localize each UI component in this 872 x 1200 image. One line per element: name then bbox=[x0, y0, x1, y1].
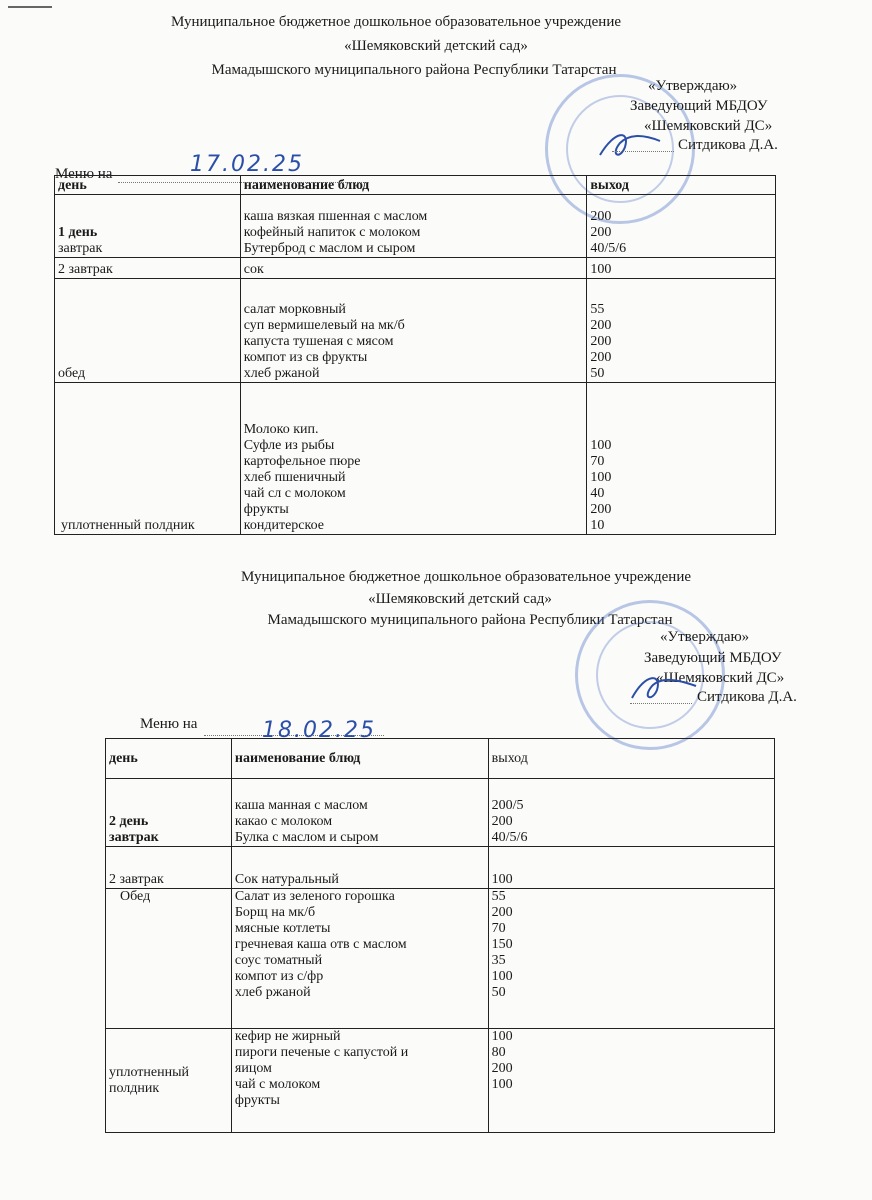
portion-item: 200 bbox=[590, 209, 612, 224]
column-header-day: день bbox=[55, 176, 241, 195]
approval-name: Ситдикова Д.А. bbox=[678, 137, 778, 153]
dish-item: чай сл с молоком bbox=[243, 486, 346, 501]
portion-item: 200 bbox=[590, 225, 612, 240]
dish-item: Салат из зеленого горошка bbox=[234, 889, 395, 904]
portions-cell bbox=[587, 195, 776, 258]
portion-item: 100 bbox=[590, 470, 612, 485]
dish-item: кофейный напиток с молоком bbox=[243, 225, 421, 240]
approval-title: «Утверждаю» bbox=[660, 629, 750, 645]
portion-item: 50 bbox=[491, 985, 506, 1000]
portion-item: 200 bbox=[590, 334, 612, 349]
portions-cell bbox=[488, 1029, 774, 1133]
portion-item: 200 bbox=[590, 350, 612, 365]
table-header-row bbox=[55, 176, 776, 195]
portions-cell bbox=[488, 779, 774, 847]
dishes-cell bbox=[231, 889, 488, 1029]
dish-item: Сок натуральный bbox=[231, 847, 488, 889]
dish-item: чай с молоком bbox=[234, 1077, 321, 1092]
dish-item: салат морковный bbox=[243, 302, 346, 317]
meal-cell: обед bbox=[55, 279, 241, 383]
table-row bbox=[106, 779, 775, 847]
page-mark bbox=[8, 6, 52, 8]
dish-item: хлеб пшеничный bbox=[243, 470, 346, 485]
portion-item: 150 bbox=[491, 937, 513, 952]
meal-name: полдник bbox=[109, 1080, 160, 1096]
portion-item: 10 bbox=[590, 518, 605, 533]
portion-item: 55 bbox=[491, 889, 506, 904]
portion-item: 200 bbox=[590, 502, 612, 517]
table-row bbox=[106, 889, 775, 1029]
portion-item: 200 bbox=[491, 905, 513, 920]
meal-cell: 2 завтрак bbox=[106, 847, 232, 889]
dish-item: каша вязкая пшенная с маслом bbox=[243, 209, 428, 224]
portion-item: 200 bbox=[491, 814, 513, 829]
meal-cell: Обед bbox=[106, 889, 232, 1029]
portion-item: 100 bbox=[587, 258, 776, 279]
dish-item: компот из св фрукты bbox=[243, 350, 368, 365]
dish-item: яицом bbox=[234, 1061, 272, 1076]
table-row bbox=[106, 847, 775, 889]
approval-name: Ситдикова Д.А. bbox=[697, 689, 797, 705]
portion-item: 200 bbox=[590, 318, 612, 333]
table-row bbox=[55, 195, 776, 258]
dish-item: картофельное пюре bbox=[243, 454, 361, 469]
meal-name: завтрак bbox=[58, 241, 103, 256]
menu-date: 17.02.25 bbox=[190, 152, 304, 177]
meal-cell: уплотненный полдник bbox=[55, 383, 241, 535]
menu-table bbox=[105, 738, 775, 1133]
portion-item: 35 bbox=[491, 953, 506, 968]
menu-table bbox=[54, 175, 776, 535]
menu-date-label: Меню на bbox=[55, 166, 113, 182]
meal-name: уплотненный bbox=[109, 1064, 190, 1080]
portion-item: 50 bbox=[590, 366, 605, 381]
dish-item: фрукты bbox=[243, 502, 289, 517]
dish-item: Суфле из рыбы bbox=[243, 438, 335, 453]
meal-cell bbox=[106, 779, 232, 847]
org-name-line3: Мамадышского муниципального района Республики Татарстан bbox=[267, 612, 673, 628]
approval-title: «Утверждаю» bbox=[648, 78, 738, 94]
dish-item: каша манная с маслом bbox=[234, 798, 368, 813]
dishes-cell bbox=[231, 1029, 488, 1133]
org-name-line1: Муниципальное бюджетное дошкольное образовательное учреждение bbox=[171, 14, 621, 30]
column-header-dish: наименование блюд bbox=[240, 176, 587, 195]
meal-day: 2 день bbox=[109, 814, 149, 829]
portion-item: 200/5 bbox=[491, 798, 524, 813]
portion-item: 40/5/6 bbox=[491, 830, 528, 845]
meal-name: завтрак bbox=[109, 830, 159, 845]
signature bbox=[590, 125, 670, 165]
dish-item: кондитерское bbox=[243, 518, 324, 533]
dish-item: соус томатный bbox=[234, 953, 323, 968]
portion-item: 100 bbox=[590, 438, 612, 453]
org-name-line3: Мамадышского муниципального района Республики Татарстан bbox=[211, 62, 617, 78]
portion-item: 100 bbox=[488, 847, 774, 889]
column-header-dish: наименование блюд bbox=[231, 739, 488, 779]
portion-item: 40 bbox=[590, 486, 605, 501]
portion-item: 100 bbox=[491, 1029, 513, 1044]
portion-item: 55 bbox=[590, 302, 605, 317]
portion-item: 100 bbox=[491, 969, 513, 984]
table-row bbox=[55, 383, 776, 535]
dish-item: хлеб ржаной bbox=[234, 985, 311, 1000]
dish-item: суп вермишелевый на мк/б bbox=[243, 318, 405, 333]
portion-item: 70 bbox=[590, 454, 605, 469]
approval-position: Заведующий МБДОУ bbox=[644, 650, 782, 666]
dish-item: хлеб ржаной bbox=[243, 366, 320, 381]
portions-cell bbox=[488, 889, 774, 1029]
meal-day: 1 день bbox=[58, 225, 98, 240]
portion-item: 100 bbox=[491, 1077, 513, 1092]
dish-item: мясные котлеты bbox=[234, 921, 331, 936]
portion-item: 40/5/6 bbox=[590, 241, 627, 256]
dish-item: капуста тушеная с мясом bbox=[243, 334, 394, 349]
column-header-portion: выход bbox=[488, 739, 774, 779]
org-name-line2: «Шемяковский детский сад» bbox=[368, 591, 552, 607]
dish-item: гречневая каша отв с маслом bbox=[234, 937, 407, 952]
meal-cell bbox=[55, 195, 241, 258]
dish-item: Булка с маслом и сыром bbox=[234, 830, 379, 845]
approval-org: «Шемяковский ДС» bbox=[644, 118, 773, 134]
dish-item: компот из с/фр bbox=[234, 969, 324, 984]
portion-item: 200 bbox=[491, 1061, 513, 1076]
column-header-portion: выход bbox=[587, 176, 776, 195]
meal-cell bbox=[106, 1029, 232, 1133]
dishes-cell bbox=[231, 779, 488, 847]
signature bbox=[624, 668, 704, 708]
portions-cell bbox=[587, 279, 776, 383]
dishes-cell bbox=[240, 279, 587, 383]
dish-item: Борщ на мк/б bbox=[234, 905, 316, 920]
portion-item: 80 bbox=[491, 1045, 506, 1060]
table-row bbox=[55, 279, 776, 383]
dishes-cell bbox=[240, 195, 587, 258]
table-row bbox=[106, 1029, 775, 1133]
dish-item: фрукты bbox=[234, 1093, 280, 1108]
dish-item: сок bbox=[240, 258, 587, 279]
approval-position: Заведующий МБДОУ bbox=[630, 98, 768, 114]
dish-item: кефир не жирный bbox=[234, 1029, 341, 1044]
dish-item: пироги печеные с капустой и bbox=[234, 1045, 409, 1060]
meal-cell: 2 завтрак bbox=[55, 258, 241, 279]
dish-item: какао с молоком bbox=[234, 814, 333, 829]
menu-date-label: Меню на bbox=[140, 716, 198, 732]
approval-org: «Шемяковский ДС» bbox=[656, 670, 785, 686]
portion-item: 70 bbox=[491, 921, 506, 936]
table-row bbox=[55, 258, 776, 279]
org-name-line2: «Шемяковский детский сад» bbox=[344, 38, 528, 54]
column-header-day: день bbox=[106, 739, 232, 779]
dish-item: Молоко кип. bbox=[243, 422, 319, 437]
portions-cell bbox=[587, 383, 776, 535]
org-name-line1: Муниципальное бюджетное дошкольное образовательное учреждение bbox=[241, 569, 691, 585]
table-header-row bbox=[106, 739, 775, 779]
dishes-cell bbox=[240, 383, 587, 535]
menu-date: 18.02.25 bbox=[262, 718, 376, 743]
dish-item: Бутерброд с маслом и сыром bbox=[243, 241, 416, 256]
